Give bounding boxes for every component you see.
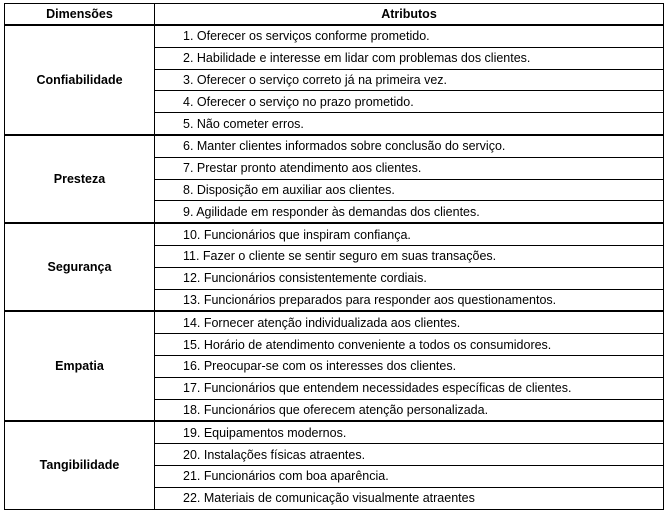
attribute-cell: 15. Horário de atendimento conveniente a todos os consumidores. [155,334,664,356]
attribute-cell: 9. Agilidade em responder às demandas dos clientes. [155,201,664,223]
attribute-cell: 13. Funcionários preparados para responder aos questionamentos. [155,289,664,311]
attribute-cell: 10. Funcionários que inspiram confiança. [155,223,664,245]
attribute-cell: 17. Funcionários que entendem necessidades específicas de clientes. [155,377,664,399]
table-row [5,311,664,333]
attribute-cell: 8. Disposição em auxiliar aos clientes. [155,179,664,201]
attribute-cell: 7. Prestar pronto atendimento aos clientes. [155,157,664,179]
attribute-cell: 5. Não cometer erros. [155,113,664,135]
table-row [5,135,664,157]
dimensions-table [4,3,664,510]
attribute-cell: 4. Oferecer o serviço no prazo prometido. [155,91,664,113]
attribute-cell: 3. Oferecer o serviço correto já na primeira vez. [155,69,664,91]
attribute-cell: 11. Fazer o cliente se sentir seguro em suas transações. [155,245,664,267]
attribute-cell: 18. Funcionários que oferecem atenção personalizada. [155,399,664,421]
table-row [5,25,664,47]
attribute-cell: 6. Manter clientes informados sobre conclusão do serviço. [155,135,664,157]
dimension-presteza: Presteza [5,135,155,223]
dimension-confiabilidade: Confiabilidade [5,25,155,135]
header-attributes: Atributos [155,4,664,26]
header-dimensions: Dimensões [5,4,155,26]
attribute-cell: 19. Equipamentos modernos. [155,421,664,443]
attribute-cell: 22. Materiais de comunicação visualmente atraentes [155,487,664,509]
dimension-empatia: Empatia [5,311,155,421]
attribute-cell: 20. Instalações físicas atraentes. [155,444,664,466]
attribute-cell: 12. Funcionários consistentemente cordiais. [155,267,664,289]
attribute-cell: 21. Funcionários com boa aparência. [155,465,664,487]
attribute-cell: 14. Fornecer atenção individualizada aos clientes. [155,311,664,333]
attribute-cell: 16. Preocupar-se com os interesses dos clientes. [155,355,664,377]
dimension-seguranca: Segurança [5,223,155,311]
attribute-cell: 1. Oferecer os serviços conforme prometido. [155,25,664,47]
table-row [5,421,664,443]
attribute-cell: 2. Habilidade e interesse em lidar com problemas dos clientes. [155,47,664,69]
table-row [5,223,664,245]
dimension-tangibilidade: Tangibilidade [5,421,155,509]
header-row [5,4,664,26]
